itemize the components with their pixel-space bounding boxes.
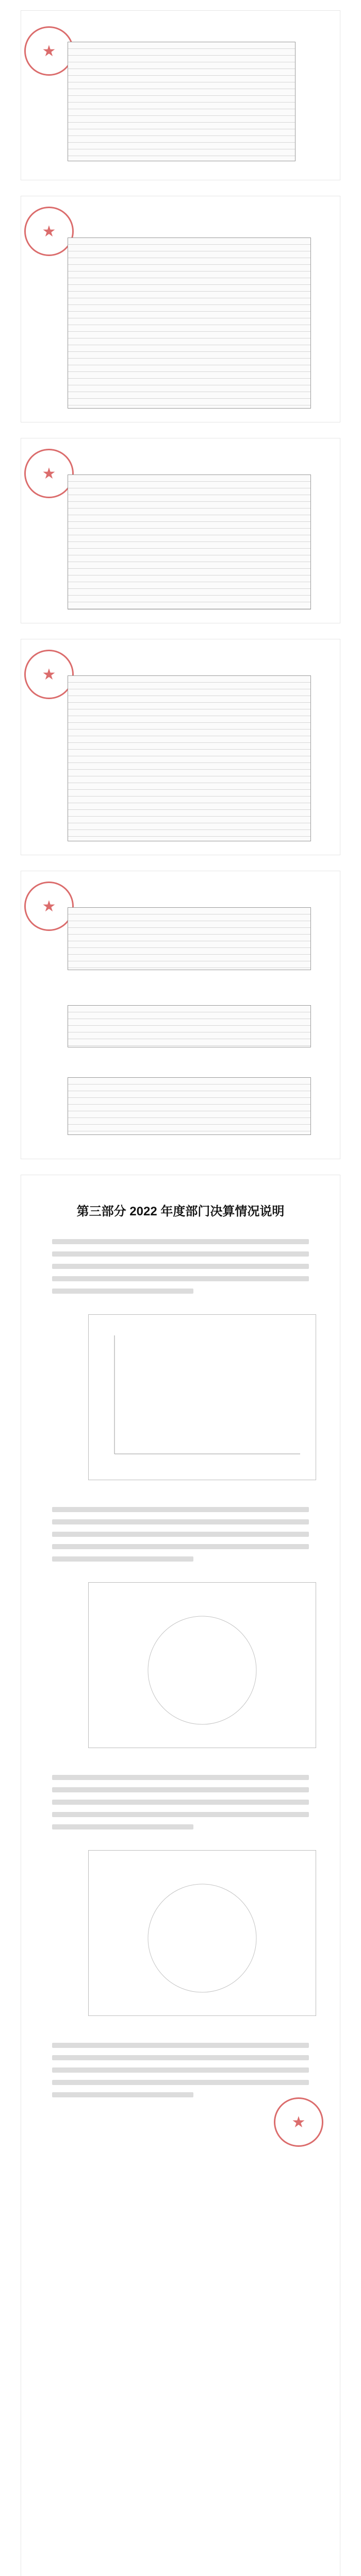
table-placeholder	[68, 1005, 311, 1047]
official-seal-icon	[274, 2097, 323, 2147]
page-1	[21, 10, 340, 180]
page-5	[21, 871, 340, 1159]
official-seal-icon	[24, 449, 74, 498]
text-placeholder	[52, 2036, 309, 2105]
pie-chart	[88, 1850, 316, 2016]
pie-chart	[88, 1582, 316, 1748]
page-2	[21, 196, 340, 422]
text-placeholder	[52, 1768, 309, 1837]
pie-chart-svg	[89, 1583, 316, 1748]
official-seal-icon	[24, 650, 74, 699]
page-6	[21, 1175, 340, 2576]
text-placeholder	[52, 1232, 309, 1301]
pie-outline	[148, 1884, 256, 1992]
table-placeholder	[68, 907, 311, 970]
bar-chart	[88, 1314, 316, 1480]
table-placeholder	[68, 1077, 311, 1135]
pie-chart-svg	[89, 1851, 316, 2015]
official-seal-icon	[24, 882, 74, 931]
table-placeholder	[68, 42, 296, 161]
table-placeholder	[68, 238, 311, 409]
part3-heading: 第三部分 2022 年度部门决算情况说明	[76, 1205, 285, 1218]
pie-outline	[148, 1616, 256, 1724]
page-3	[21, 438, 340, 623]
official-seal-icon	[24, 207, 74, 256]
text-placeholder	[52, 1500, 309, 1569]
table-placeholder	[68, 474, 311, 609]
page-4	[21, 639, 340, 855]
bar-chart-svg	[89, 1315, 316, 1480]
table-placeholder	[68, 675, 311, 841]
official-seal-icon	[24, 26, 74, 76]
